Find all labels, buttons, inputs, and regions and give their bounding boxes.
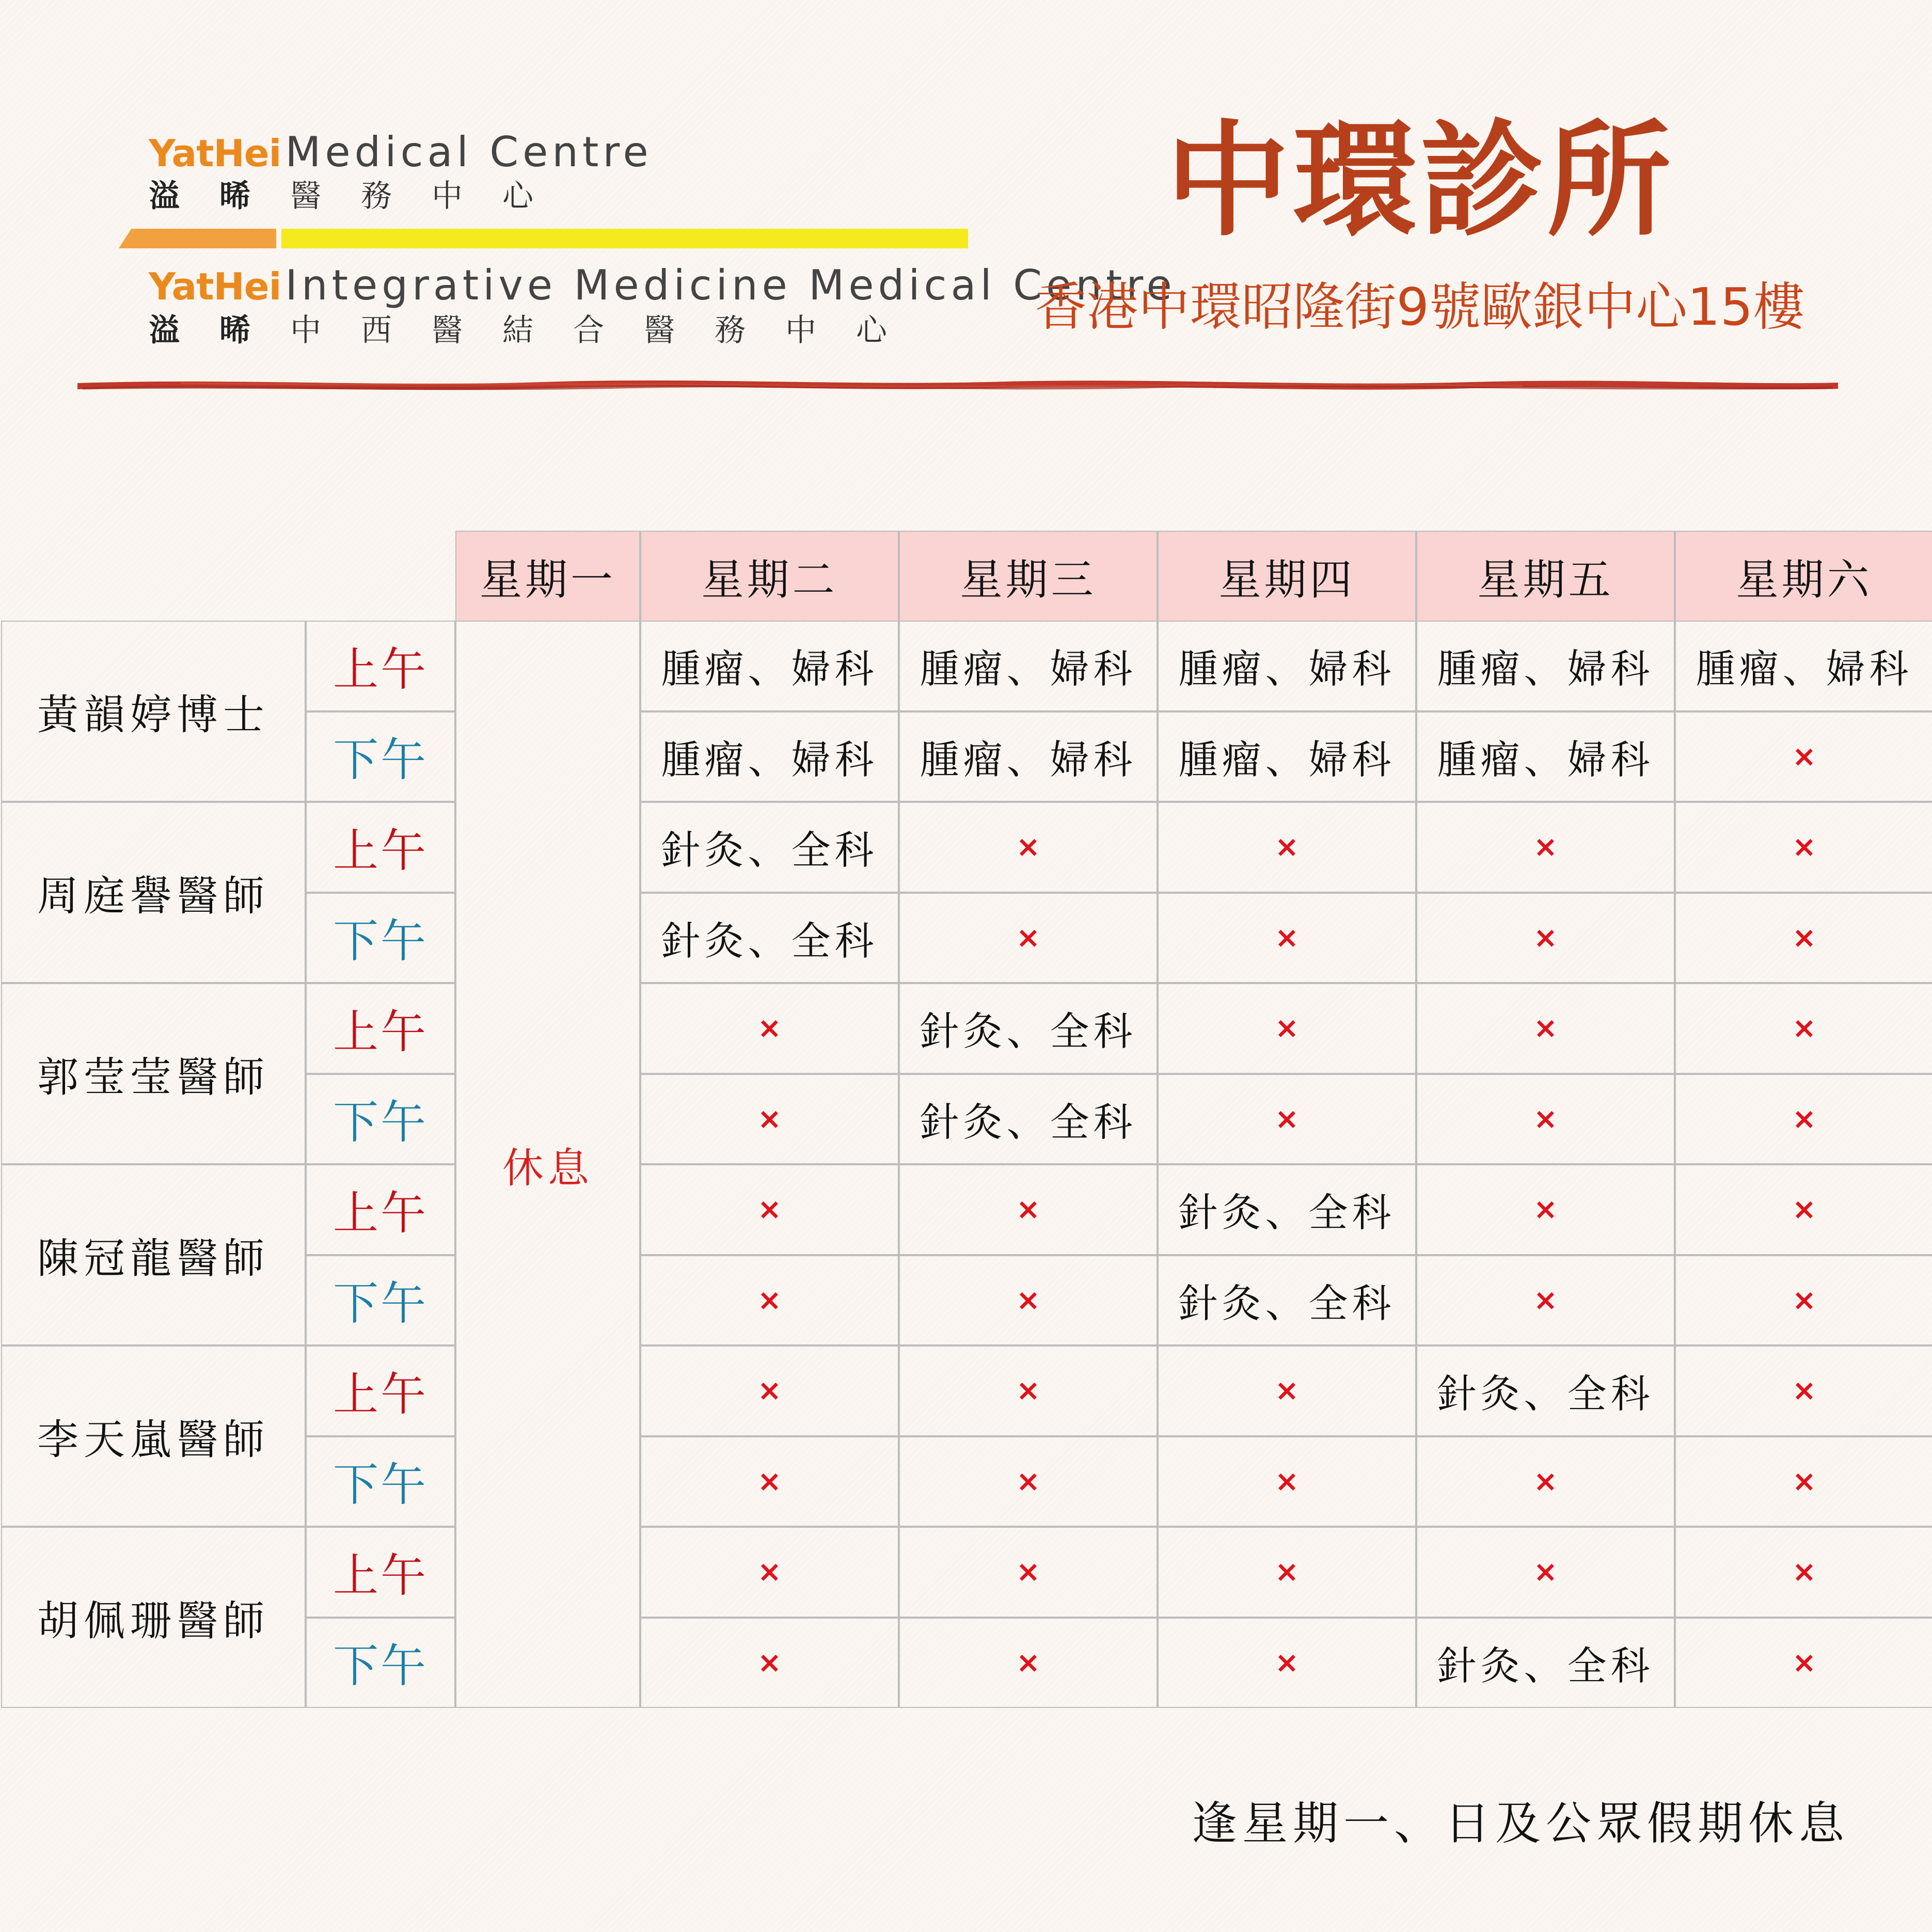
closed-cell [1675, 983, 1932, 1074]
service-cell [899, 621, 1158, 711]
cross-icon: × [1533, 830, 1558, 864]
service-cell [640, 802, 899, 893]
cross-icon: × [1275, 1464, 1299, 1498]
session-pm [306, 893, 455, 984]
cross-icon: × [1792, 1374, 1816, 1408]
cross-icon: × [1533, 1102, 1558, 1136]
cross-icon: × [1275, 830, 1299, 864]
closed-cell [1675, 711, 1932, 802]
am-label: 上午 [332, 1367, 428, 1421]
logo-char: 心 [856, 312, 887, 349]
service-text: 針灸、全科 [661, 827, 878, 874]
service-text: 針灸、全科 [1437, 1642, 1654, 1689]
doctor-name [1, 1527, 306, 1708]
service-text: 腫瘤、婦科 [1178, 736, 1396, 783]
cross-icon: × [757, 1555, 782, 1589]
service-text: 腫瘤、婦科 [920, 646, 1137, 692]
closed-cell [1675, 1255, 1932, 1346]
session-pm [306, 1618, 455, 1708]
closed-cell [640, 1527, 899, 1618]
closed-cell [1158, 802, 1416, 893]
closed-cell [899, 1527, 1158, 1618]
cross-icon: × [757, 1283, 782, 1317]
cross-icon: × [1792, 1102, 1816, 1136]
closed-cell [1675, 1164, 1932, 1255]
logo-brand: YatHei [149, 265, 281, 308]
closed-cell [899, 893, 1158, 984]
closed-cell [1158, 1074, 1416, 1165]
closed-cell [1158, 1345, 1416, 1436]
cross-icon: × [1016, 921, 1040, 955]
service-text: 針灸、全科 [661, 917, 878, 964]
service-cell [1158, 1164, 1416, 1255]
day-header: 星期五 [1416, 531, 1675, 622]
cross-icon: × [1792, 1283, 1816, 1317]
doctor-name [1, 802, 306, 983]
day-header: 星期三 [899, 531, 1158, 622]
closed-cell [1416, 802, 1675, 893]
session-am [306, 1527, 455, 1618]
cross-icon: × [1533, 1464, 1558, 1498]
service-cell [1158, 1255, 1416, 1346]
logo-brand: YatHei [149, 132, 281, 175]
cross-icon: × [1016, 1374, 1040, 1408]
service-cell [640, 711, 899, 802]
am-label: 上午 [332, 1005, 428, 1058]
service-cell [899, 983, 1158, 1074]
pm-label: 下午 [332, 1639, 428, 1693]
cross-icon: × [757, 1645, 782, 1680]
logo-char: 中 [785, 312, 816, 349]
closed-cell [1675, 1527, 1932, 1618]
closed-cell [1158, 1436, 1416, 1527]
clinic-address: 香港中環昭隆街9號歐銀中心15樓 [1035, 277, 1805, 337]
cross-icon: × [1016, 1464, 1040, 1498]
rest-label: 休息 [502, 1144, 593, 1192]
am-label: 上午 [332, 824, 428, 877]
closed-cell [1158, 893, 1416, 984]
cross-icon: × [1533, 1011, 1558, 1046]
service-cell [1158, 621, 1416, 711]
service-cell [1416, 621, 1675, 711]
cross-icon: × [1533, 1283, 1558, 1317]
cross-icon: × [1533, 921, 1558, 955]
closed-cell [1675, 893, 1932, 984]
closed-cell [1158, 1527, 1416, 1618]
closed-cell [1158, 1618, 1416, 1708]
clinic-title: 中環診所 [1165, 108, 1674, 253]
session-am [306, 802, 455, 893]
cross-icon: × [1792, 830, 1816, 864]
doctor-name-text: 黃韻婷博士 [37, 691, 270, 739]
session-pm [306, 711, 455, 802]
am-label: 上午 [332, 642, 428, 696]
logo-char: 合 [573, 312, 604, 349]
closed-cell [1675, 1074, 1932, 1165]
service-text: 腫瘤、婦科 [1178, 646, 1396, 692]
closed-cell [1416, 1527, 1675, 1618]
doctor-name-text: 陳冠龍醫師 [37, 1234, 270, 1282]
cross-icon: × [757, 1374, 782, 1408]
session-am [306, 1345, 455, 1436]
closed-cell [1675, 1618, 1932, 1708]
cross-icon: × [1016, 1555, 1040, 1589]
service-cell [1416, 1345, 1675, 1436]
service-text: 針灸、全科 [1178, 1190, 1396, 1236]
cross-icon: × [1792, 1193, 1816, 1227]
doctor-name [1, 1164, 306, 1345]
service-text: 針灸、全科 [920, 1099, 1137, 1145]
closed-cell [1416, 1436, 1675, 1527]
cross-icon: × [1792, 1464, 1816, 1498]
cross-icon: × [1275, 1645, 1299, 1680]
service-text: 腫瘤、婦科 [1696, 646, 1913, 692]
closed-cell [1416, 983, 1675, 1074]
closed-cell [640, 1436, 899, 1527]
cross-icon: × [1275, 921, 1299, 955]
cross-icon: × [1533, 1555, 1558, 1589]
closed-cell [640, 1255, 899, 1346]
cross-icon: × [1792, 1011, 1816, 1046]
logo-char: 結 [502, 312, 533, 349]
doctor-name [1, 983, 306, 1164]
cross-icon: × [757, 1193, 782, 1227]
service-cell [640, 893, 899, 984]
closed-cell [899, 1436, 1158, 1527]
service-cell [899, 1074, 1158, 1165]
logo-char: 西 [361, 312, 392, 349]
session-pm [306, 1436, 455, 1527]
doctor-name [1, 1345, 306, 1527]
session-am [306, 983, 455, 1074]
cross-icon: × [1016, 1193, 1040, 1227]
closed-cell [640, 1618, 899, 1708]
service-text: 針灸、全科 [1437, 1371, 1654, 1417]
logo-char: 晞 [219, 178, 250, 214]
cross-icon: × [1792, 921, 1816, 955]
closed-cell [1675, 802, 1932, 893]
pm-label: 下午 [332, 1096, 428, 1149]
closed-cell [1675, 1436, 1932, 1527]
day-header: 星期二 [640, 531, 899, 622]
service-text: 腫瘤、婦科 [920, 736, 1137, 783]
closed-cell [1416, 893, 1675, 984]
closed-cell [899, 1345, 1158, 1436]
service-cell [1158, 711, 1416, 802]
closed-cell [640, 1074, 899, 1165]
closed-cell [1416, 1255, 1675, 1346]
cross-icon: × [1792, 1555, 1816, 1589]
closed-cell [899, 1618, 1158, 1708]
service-cell [1416, 1618, 1675, 1708]
am-label: 上午 [332, 1548, 428, 1602]
service-text: 針灸、全科 [920, 1008, 1137, 1055]
session-pm [306, 1255, 455, 1346]
logo-english-text: Integrative Medicine Medical Centre [285, 261, 1176, 309]
cross-icon: × [1275, 1555, 1299, 1589]
day-header: 星期六 [1675, 531, 1932, 622]
service-text: 腫瘤、婦科 [661, 646, 878, 692]
cross-icon: × [1792, 739, 1816, 773]
cross-icon: × [1016, 1283, 1040, 1317]
cross-icon: × [1275, 1011, 1299, 1046]
closed-cell [640, 983, 899, 1074]
cross-icon: × [1275, 1102, 1299, 1136]
logo-char: 溢 [149, 312, 180, 349]
logo-english-text: Medical Centre [285, 128, 653, 176]
closed-cell [1675, 1345, 1932, 1436]
doctor-name-text: 胡佩珊醫師 [37, 1597, 270, 1645]
closed-cell [640, 1345, 899, 1436]
service-text: 腫瘤、婦科 [1437, 736, 1654, 783]
monday-rest-cell [455, 621, 640, 1708]
service-cell [899, 711, 1158, 802]
cross-icon: × [1016, 1645, 1040, 1680]
pm-label: 下午 [332, 1277, 428, 1331]
logo-char: 晞 [219, 312, 250, 349]
logo-char: 務 [361, 178, 392, 214]
service-cell [640, 621, 899, 711]
session-am [306, 1164, 455, 1255]
cross-icon: × [757, 1102, 782, 1136]
closed-cell [899, 1255, 1158, 1346]
cross-icon: × [757, 1464, 782, 1498]
doctor-name [1, 621, 306, 802]
doctor-name-text: 李天嵐醫師 [37, 1416, 270, 1464]
day-header: 星期一 [455, 531, 640, 622]
closed-cell [1416, 1074, 1675, 1165]
pm-label: 下午 [332, 914, 428, 968]
service-cell [1675, 621, 1932, 711]
session-am [306, 621, 455, 711]
service-text: 針灸、全科 [1178, 1280, 1396, 1326]
closed-cell [1158, 983, 1416, 1074]
logo-char: 心 [502, 178, 533, 214]
doctor-name-text: 郭莹莹醫師 [37, 1053, 270, 1101]
cross-icon: × [1792, 1645, 1816, 1680]
pm-label: 下午 [332, 1458, 428, 1512]
logo-char: 中 [432, 178, 463, 214]
service-text: 腫瘤、婦科 [661, 736, 878, 783]
service-text: 腫瘤、婦科 [1437, 646, 1654, 692]
logo-char: 中 [290, 312, 321, 349]
logo-char: 醫 [644, 312, 675, 349]
cross-icon: × [757, 1011, 782, 1046]
closed-cell [1416, 1164, 1675, 1255]
closed-cell [899, 802, 1158, 893]
logo-char: 醫 [432, 312, 463, 349]
closed-cell [640, 1164, 899, 1255]
doctor-name-text: 周庭譽醫師 [37, 872, 270, 920]
footer-note: 逢星期一、日及公眾假期休息 [1191, 1797, 1849, 1850]
logo-char: 溢 [149, 178, 180, 214]
cross-icon: × [1016, 830, 1040, 864]
logo-char: 務 [715, 312, 746, 349]
service-cell [1416, 711, 1675, 802]
day-header: 星期四 [1158, 531, 1416, 622]
session-pm [306, 1074, 455, 1165]
am-label: 上午 [332, 1186, 428, 1240]
cross-icon: × [1533, 1193, 1558, 1227]
logo-char: 醫 [290, 178, 321, 214]
pm-label: 下午 [332, 733, 428, 787]
closed-cell [899, 1164, 1158, 1255]
cross-icon: × [1275, 1374, 1299, 1408]
